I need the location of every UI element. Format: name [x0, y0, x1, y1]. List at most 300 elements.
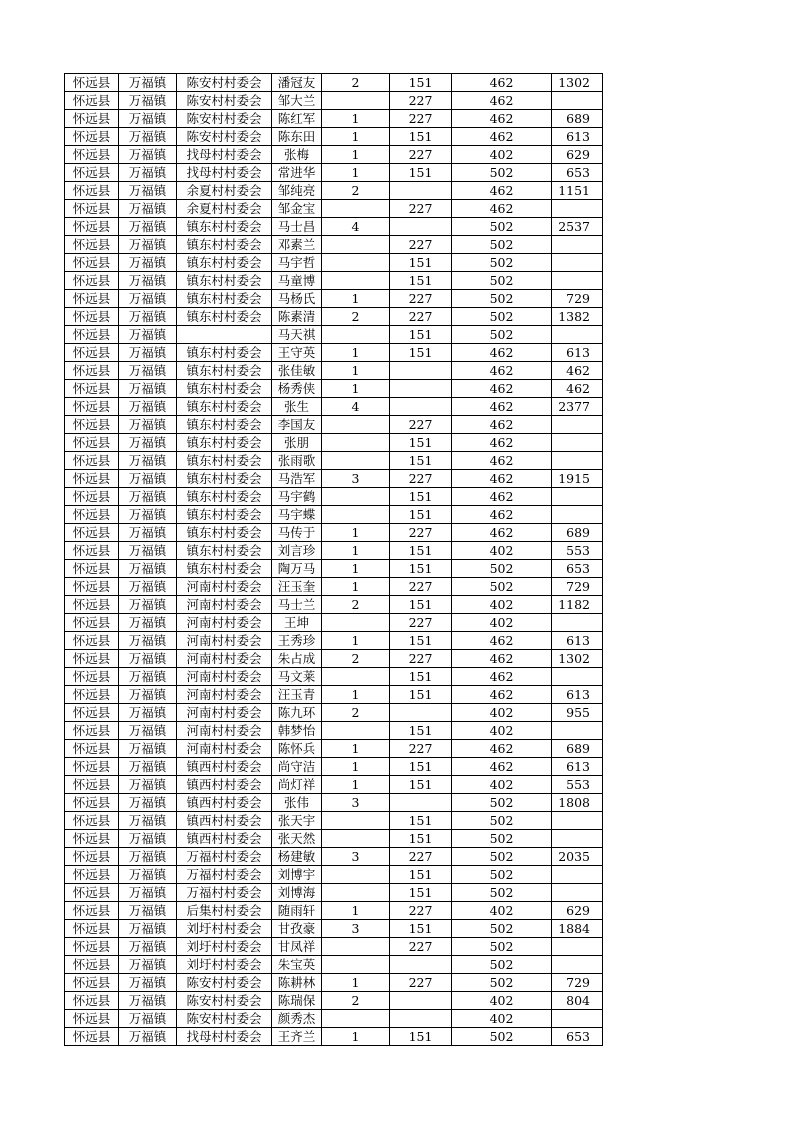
- cell-amount-b: 402: [452, 704, 552, 722]
- cell-name: 马宇蝶: [272, 506, 322, 524]
- cell-total: 613: [552, 632, 603, 650]
- cell-total: 629: [552, 902, 603, 920]
- cell-count: 3: [322, 920, 390, 938]
- table-row: [65, 542, 603, 560]
- table-row: [65, 434, 603, 452]
- cell-total: 653: [552, 560, 603, 578]
- cell-amount-b: 462: [452, 470, 552, 488]
- table-row: [65, 92, 603, 110]
- cell-total: [552, 830, 603, 848]
- cell-name: 张朋: [272, 434, 322, 452]
- cell-total: 689: [552, 110, 603, 128]
- table-row: [65, 848, 603, 866]
- cell-name: 陈东田: [272, 128, 322, 146]
- cell-village-committee: 镇西村村委会: [177, 794, 272, 812]
- cell-count: 1: [322, 164, 390, 182]
- cell-count: [322, 866, 390, 884]
- cell-county: 怀远县: [65, 290, 119, 308]
- cell-count: [322, 614, 390, 632]
- cell-total: 729: [552, 290, 603, 308]
- cell-count: [322, 722, 390, 740]
- cell-county: 怀远县: [65, 668, 119, 686]
- table-row: [65, 1010, 603, 1028]
- cell-total: [552, 236, 603, 254]
- cell-total: 2537: [552, 218, 603, 236]
- cell-amount-b: 402: [452, 776, 552, 794]
- cell-village-committee: 刘圩村村委会: [177, 920, 272, 938]
- cell-name: 王坤: [272, 614, 322, 632]
- cell-total: [552, 812, 603, 830]
- cell-total: [552, 488, 603, 506]
- cell-count: [322, 434, 390, 452]
- cell-village-committee: 镇东村村委会: [177, 344, 272, 362]
- cell-village-committee: 河南村村委会: [177, 668, 272, 686]
- cell-village-committee: 镇东村村委会: [177, 362, 272, 380]
- table-row: [65, 938, 603, 956]
- cell-total: 613: [552, 344, 603, 362]
- cell-count: [322, 272, 390, 290]
- cell-total: 729: [552, 974, 603, 992]
- cell-village-committee: 镇东村村委会: [177, 308, 272, 326]
- cell-town: 万福镇: [119, 236, 177, 254]
- cell-amount-b: 462: [452, 74, 552, 92]
- cell-amount-a: 151: [390, 1028, 452, 1046]
- cell-name: 陈红军: [272, 110, 322, 128]
- cell-count: 4: [322, 398, 390, 416]
- cell-amount-b: 462: [452, 632, 552, 650]
- cell-name: 李国友: [272, 416, 322, 434]
- cell-amount-a: 151: [390, 920, 452, 938]
- cell-amount-a: 227: [390, 290, 452, 308]
- cell-county: 怀远县: [65, 758, 119, 776]
- cell-total: [552, 452, 603, 470]
- table-row: [65, 380, 603, 398]
- table-row: [65, 506, 603, 524]
- cell-amount-a: 151: [390, 434, 452, 452]
- cell-town: 万福镇: [119, 578, 177, 596]
- cell-amount-b: 462: [452, 434, 552, 452]
- cell-total: [552, 1010, 603, 1028]
- table-row: [65, 182, 603, 200]
- cell-town: 万福镇: [119, 974, 177, 992]
- cell-county: 怀远县: [65, 218, 119, 236]
- cell-county: 怀远县: [65, 452, 119, 470]
- cell-amount-b: 462: [452, 200, 552, 218]
- cell-total: 689: [552, 524, 603, 542]
- cell-amount-b: 402: [452, 596, 552, 614]
- cell-name: 张雨歌: [272, 452, 322, 470]
- cell-amount-b: 462: [452, 686, 552, 704]
- cell-count: [322, 668, 390, 686]
- cell-village-committee: 镇东村村委会: [177, 218, 272, 236]
- cell-amount-a: 227: [390, 524, 452, 542]
- cell-county: 怀远县: [65, 1028, 119, 1046]
- cell-town: 万福镇: [119, 776, 177, 794]
- cell-village-committee: 镇东村村委会: [177, 542, 272, 560]
- cell-name: 张天然: [272, 830, 322, 848]
- cell-county: 怀远县: [65, 146, 119, 164]
- cell-amount-b: 462: [452, 92, 552, 110]
- cell-count: [322, 812, 390, 830]
- cell-count: 3: [322, 794, 390, 812]
- cell-total: [552, 434, 603, 452]
- cell-count: 1: [322, 632, 390, 650]
- cell-amount-a: 227: [390, 146, 452, 164]
- cell-town: 万福镇: [119, 308, 177, 326]
- cell-village-committee: 陈安村村委会: [177, 1010, 272, 1028]
- cell-county: 怀远县: [65, 884, 119, 902]
- cell-amount-a: 227: [390, 200, 452, 218]
- cell-village-committee: 镇东村村委会: [177, 236, 272, 254]
- cell-town: 万福镇: [119, 164, 177, 182]
- cell-village-committee: 河南村村委会: [177, 722, 272, 740]
- cell-name: 刘言珍: [272, 542, 322, 560]
- cell-name: 邹纯亮: [272, 182, 322, 200]
- cell-town: 万福镇: [119, 542, 177, 560]
- cell-amount-a: 227: [390, 650, 452, 668]
- cell-village-committee: 河南村村委会: [177, 740, 272, 758]
- cell-total: 804: [552, 992, 603, 1010]
- cell-amount-b: 462: [452, 758, 552, 776]
- table-row: [65, 704, 603, 722]
- cell-total: 613: [552, 686, 603, 704]
- table-row: [65, 866, 603, 884]
- cell-count: 2: [322, 182, 390, 200]
- cell-county: 怀远县: [65, 794, 119, 812]
- cell-county: 怀远县: [65, 506, 119, 524]
- cell-town: 万福镇: [119, 92, 177, 110]
- cell-town: 万福镇: [119, 326, 177, 344]
- cell-amount-b: 402: [452, 146, 552, 164]
- table-body: [65, 74, 603, 1046]
- cell-town: 万福镇: [119, 722, 177, 740]
- cell-amount-b: 502: [452, 308, 552, 326]
- cell-count: 1: [322, 974, 390, 992]
- cell-name: 张天宇: [272, 812, 322, 830]
- cell-town: 万福镇: [119, 470, 177, 488]
- cell-amount-a: 151: [390, 884, 452, 902]
- cell-county: 怀远县: [65, 704, 119, 722]
- cell-county: 怀远县: [65, 254, 119, 272]
- table-row: [65, 272, 603, 290]
- cell-total: [552, 938, 603, 956]
- cell-village-committee: 余夏村村委会: [177, 182, 272, 200]
- cell-town: 万福镇: [119, 758, 177, 776]
- cell-amount-a: 227: [390, 308, 452, 326]
- cell-town: 万福镇: [119, 740, 177, 758]
- table-row: [65, 596, 603, 614]
- cell-county: 怀远县: [65, 938, 119, 956]
- cell-amount-b: 462: [452, 362, 552, 380]
- table-row: [65, 290, 603, 308]
- cell-town: 万福镇: [119, 452, 177, 470]
- cell-count: 1: [322, 128, 390, 146]
- table-row: [65, 308, 603, 326]
- table-row: [65, 668, 603, 686]
- cell-name: 陈耕林: [272, 974, 322, 992]
- cell-village-committee: 镇东村村委会: [177, 488, 272, 506]
- cell-total: 1915: [552, 470, 603, 488]
- cell-count: 1: [322, 362, 390, 380]
- cell-total: [552, 668, 603, 686]
- cell-village-committee: 镇东村村委会: [177, 506, 272, 524]
- cell-name: 汪玉奎: [272, 578, 322, 596]
- cell-name: 马文莱: [272, 668, 322, 686]
- cell-town: 万福镇: [119, 110, 177, 128]
- cell-town: 万福镇: [119, 812, 177, 830]
- table-row: [65, 344, 603, 362]
- cell-amount-b: 402: [452, 542, 552, 560]
- cell-name: 王秀珍: [272, 632, 322, 650]
- cell-name: 马士兰: [272, 596, 322, 614]
- cell-total: 653: [552, 1028, 603, 1046]
- cell-count: 1: [322, 578, 390, 596]
- cell-town: 万福镇: [119, 1010, 177, 1028]
- cell-amount-a: 227: [390, 974, 452, 992]
- cell-total: [552, 866, 603, 884]
- table-row: [65, 398, 603, 416]
- cell-town: 万福镇: [119, 938, 177, 956]
- cell-village-committee: 镇东村村委会: [177, 398, 272, 416]
- cell-count: [322, 506, 390, 524]
- cell-amount-a: 227: [390, 902, 452, 920]
- cell-county: 怀远县: [65, 992, 119, 1010]
- cell-name: 王齐兰: [272, 1028, 322, 1046]
- cell-name: 王守英: [272, 344, 322, 362]
- table-row: [65, 200, 603, 218]
- cell-count: 1: [322, 740, 390, 758]
- cell-total: 629: [552, 146, 603, 164]
- cell-total: 729: [552, 578, 603, 596]
- cell-amount-a: [390, 1010, 452, 1028]
- cell-town: 万福镇: [119, 200, 177, 218]
- cell-village-committee: 陈安村村委会: [177, 974, 272, 992]
- cell-total: 1808: [552, 794, 603, 812]
- cell-count: [322, 416, 390, 434]
- cell-count: 4: [322, 218, 390, 236]
- cell-amount-b: 502: [452, 164, 552, 182]
- table-row: [65, 686, 603, 704]
- cell-count: 1: [322, 290, 390, 308]
- cell-amount-a: [390, 218, 452, 236]
- table-row: [65, 146, 603, 164]
- cell-county: 怀远县: [65, 848, 119, 866]
- table-row: [65, 812, 603, 830]
- cell-amount-a: [390, 362, 452, 380]
- cell-county: 怀远县: [65, 974, 119, 992]
- cell-name: 潘冠友: [272, 74, 322, 92]
- cell-town: 万福镇: [119, 272, 177, 290]
- cell-amount-b: 502: [452, 254, 552, 272]
- cell-town: 万福镇: [119, 614, 177, 632]
- cell-town: 万福镇: [119, 650, 177, 668]
- cell-total: [552, 254, 603, 272]
- cell-total: 1151: [552, 182, 603, 200]
- cell-name: 张佳敏: [272, 362, 322, 380]
- cell-county: 怀远县: [65, 614, 119, 632]
- cell-amount-a: 151: [390, 686, 452, 704]
- table-row: [65, 218, 603, 236]
- cell-county: 怀远县: [65, 650, 119, 668]
- cell-village-committee: 万福村村委会: [177, 866, 272, 884]
- cell-amount-b: 402: [452, 614, 552, 632]
- table-row: [65, 956, 603, 974]
- cell-count: 3: [322, 848, 390, 866]
- cell-count: [322, 830, 390, 848]
- cell-town: 万福镇: [119, 434, 177, 452]
- cell-village-committee: 后集村村委会: [177, 902, 272, 920]
- cell-county: 怀远县: [65, 542, 119, 560]
- cell-amount-a: 227: [390, 92, 452, 110]
- cell-name: 尚守洁: [272, 758, 322, 776]
- table-row: [65, 830, 603, 848]
- cell-amount-a: 151: [390, 452, 452, 470]
- table-row: [65, 992, 603, 1010]
- cell-amount-b: 502: [452, 326, 552, 344]
- cell-amount-a: 151: [390, 866, 452, 884]
- cell-town: 万福镇: [119, 290, 177, 308]
- cell-town: 万福镇: [119, 794, 177, 812]
- cell-amount-b: 502: [452, 830, 552, 848]
- cell-total: 1302: [552, 650, 603, 668]
- cell-amount-a: 227: [390, 614, 452, 632]
- cell-name: 邹金宝: [272, 200, 322, 218]
- cell-town: 万福镇: [119, 704, 177, 722]
- table-row: [65, 452, 603, 470]
- cell-name: 陶万马: [272, 560, 322, 578]
- table-row: [65, 884, 603, 902]
- cell-name: 杨建敏: [272, 848, 322, 866]
- cell-count: 1: [322, 776, 390, 794]
- cell-name: 杨秀侠: [272, 380, 322, 398]
- cell-amount-b: 502: [452, 956, 552, 974]
- cell-amount-a: [390, 956, 452, 974]
- cell-county: 怀远县: [65, 632, 119, 650]
- data-table: [64, 73, 603, 1046]
- cell-town: 万福镇: [119, 218, 177, 236]
- cell-amount-a: 151: [390, 776, 452, 794]
- cell-amount-b: 502: [452, 272, 552, 290]
- cell-village-committee: [177, 326, 272, 344]
- cell-amount-a: 227: [390, 236, 452, 254]
- table-row: [65, 236, 603, 254]
- cell-county: 怀远县: [65, 956, 119, 974]
- cell-amount-b: 402: [452, 1010, 552, 1028]
- cell-village-committee: 镇东村村委会: [177, 254, 272, 272]
- cell-town: 万福镇: [119, 902, 177, 920]
- cell-amount-a: 151: [390, 254, 452, 272]
- cell-count: [322, 254, 390, 272]
- cell-total: [552, 884, 603, 902]
- table-row: [65, 902, 603, 920]
- cell-town: 万福镇: [119, 686, 177, 704]
- cell-amount-b: 502: [452, 920, 552, 938]
- cell-count: 1: [322, 686, 390, 704]
- table-row: [65, 470, 603, 488]
- cell-amount-a: 227: [390, 416, 452, 434]
- cell-name: 张梅: [272, 146, 322, 164]
- cell-count: 1: [322, 758, 390, 776]
- cell-amount-b: 462: [452, 128, 552, 146]
- cell-count: 1: [322, 380, 390, 398]
- cell-count: 2: [322, 596, 390, 614]
- cell-count: [322, 488, 390, 506]
- cell-count: 1: [322, 344, 390, 362]
- cell-amount-a: 151: [390, 272, 452, 290]
- cell-total: 462: [552, 362, 603, 380]
- cell-village-committee: 陈安村村委会: [177, 74, 272, 92]
- table-row: [65, 560, 603, 578]
- cell-name: 马宇鹤: [272, 488, 322, 506]
- cell-total: 553: [552, 776, 603, 794]
- cell-amount-b: 462: [452, 506, 552, 524]
- cell-county: 怀远县: [65, 902, 119, 920]
- cell-amount-b: 462: [452, 668, 552, 686]
- cell-total: [552, 722, 603, 740]
- table-row: [65, 254, 603, 272]
- cell-amount-b: 462: [452, 416, 552, 434]
- cell-amount-b: 502: [452, 812, 552, 830]
- cell-amount-b: 502: [452, 236, 552, 254]
- cell-county: 怀远县: [65, 578, 119, 596]
- cell-county: 怀远县: [65, 1010, 119, 1028]
- cell-town: 万福镇: [119, 506, 177, 524]
- cell-town: 万福镇: [119, 182, 177, 200]
- cell-name: 邓素兰: [272, 236, 322, 254]
- cell-amount-b: 502: [452, 884, 552, 902]
- table-row: [65, 488, 603, 506]
- cell-town: 万福镇: [119, 668, 177, 686]
- cell-total: [552, 326, 603, 344]
- cell-village-committee: 镇西村村委会: [177, 812, 272, 830]
- cell-total: 2377: [552, 398, 603, 416]
- cell-town: 万福镇: [119, 362, 177, 380]
- cell-amount-a: 151: [390, 326, 452, 344]
- cell-amount-b: 502: [452, 848, 552, 866]
- cell-town: 万福镇: [119, 920, 177, 938]
- cell-count: [322, 956, 390, 974]
- cell-county: 怀远县: [65, 524, 119, 542]
- cell-name: 朱宝英: [272, 956, 322, 974]
- cell-county: 怀远县: [65, 488, 119, 506]
- cell-amount-b: 462: [452, 398, 552, 416]
- table-row: [65, 164, 603, 182]
- table-row: [65, 758, 603, 776]
- table-row: [65, 794, 603, 812]
- cell-village-committee: 镇西村村委会: [177, 830, 272, 848]
- cell-county: 怀远县: [65, 830, 119, 848]
- cell-name: 随雨轩: [272, 902, 322, 920]
- cell-amount-a: 151: [390, 632, 452, 650]
- cell-amount-a: 151: [390, 488, 452, 506]
- cell-county: 怀远县: [65, 182, 119, 200]
- cell-name: 常进华: [272, 164, 322, 182]
- cell-village-committee: 万福村村委会: [177, 884, 272, 902]
- cell-amount-b: 462: [452, 488, 552, 506]
- cell-amount-b: 462: [452, 110, 552, 128]
- cell-count: [322, 938, 390, 956]
- table-row: [65, 74, 603, 92]
- cell-town: 万福镇: [119, 488, 177, 506]
- cell-village-committee: 陈安村村委会: [177, 92, 272, 110]
- cell-amount-a: [390, 794, 452, 812]
- cell-total: 689: [552, 740, 603, 758]
- cell-amount-b: 502: [452, 974, 552, 992]
- cell-amount-a: 151: [390, 74, 452, 92]
- cell-town: 万福镇: [119, 416, 177, 434]
- cell-village-committee: 河南村村委会: [177, 650, 272, 668]
- cell-town: 万福镇: [119, 884, 177, 902]
